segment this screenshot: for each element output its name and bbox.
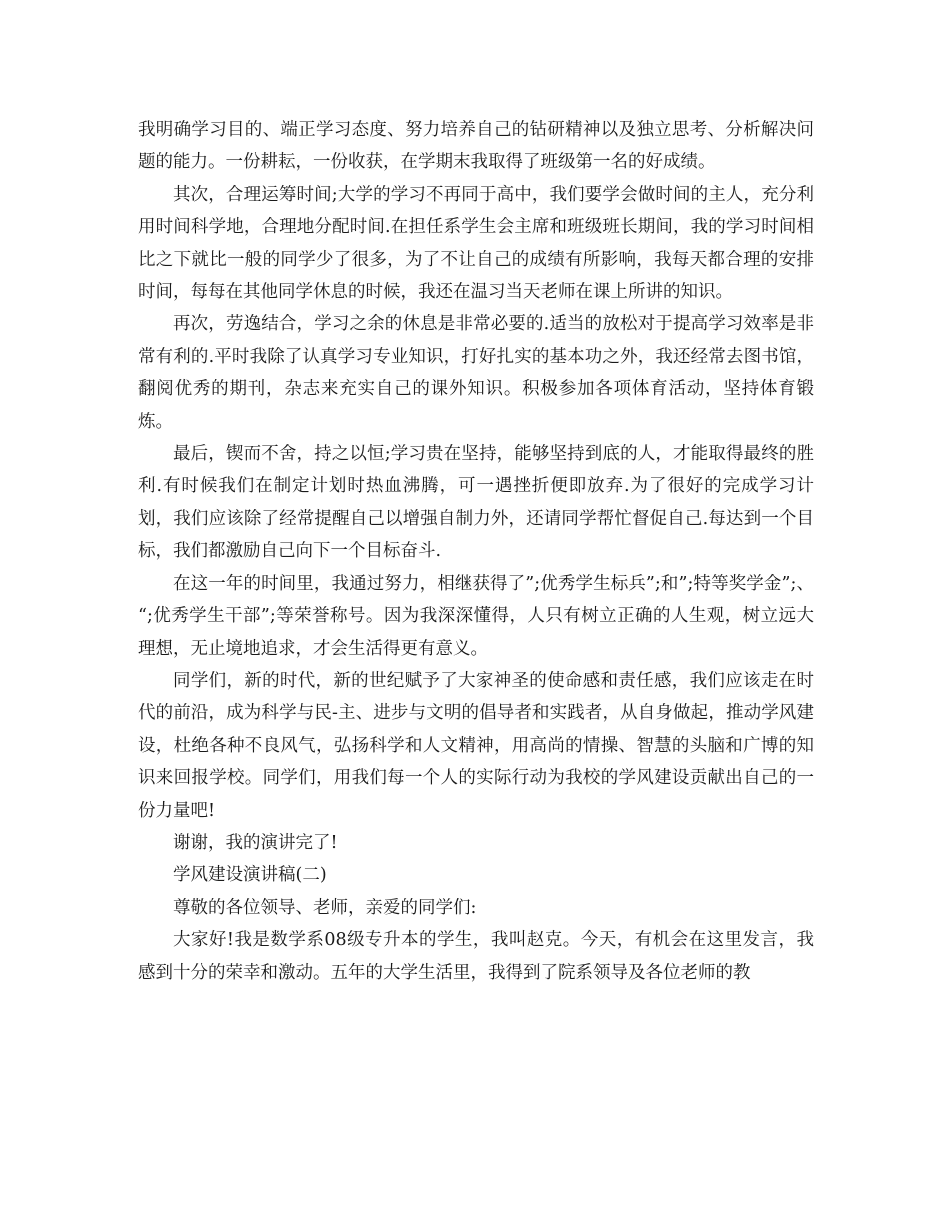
- paragraph-1: 我明确学习目的、端正学习态度、努力培养自己的钻研精神以及独立思考、分析解决问题的能力。一份耕耘，一份收获，在学期末我取得了班级第一名的好成绩。: [138, 120, 814, 173]
- paragraph-6: 同学们，新的时代，新的世纪赋予了大家神圣的使命感和责任感，我们应该走在时代的前沿，成为科学与民-主、进步与文明的倡导者和实践者，从自身做起，推动学风建设，杜绝各种不良风气，弘扬科学和人文精神，用高尚的情操、智慧的头脑和广博的知识来回报学校。同学们，用我们每一个人的实际行动为我校的学风建设贡献出自己的一份力量吧!: [138, 670, 814, 821]
- salutation: 尊敬的各位领导、老师，亲爱的同学们:: [173, 897, 477, 918]
- paragraph-5: 在这一年的时间里，我通过努力，相继获得了”;优秀学生标兵”;和”;特等奖学金”;、 “;优秀学生干部”;等荣誉称号。因为我深深懂得，人只有树立正确的人生观，树立远大理想，无止境地追求，才会生活得更有意义。: [138, 573, 814, 659]
- document-body: [138, 114, 814, 989]
- paragraph-4: 最后，锲而不舍，持之以恒;学习贵在坚持，能够坚持到底的人，才能取得最终的胜利.有时候我们在制定计划时热血沸腾，可一遇挫折便即放弃.为了很好的完成学习计划，我们应该除了经常提醒自己以增强自制力外，还请同学帮忙督促自己.每达到一个目标，我们都激励自己向下一个目标奋斗.: [138, 444, 814, 562]
- paragraph-7: 谢谢，我的演讲完了!: [173, 832, 338, 853]
- paragraph-10: 大家好!我是数学系08级专升本的学生，我叫赵克。今天，有机会在这里发言，我感到十分的荣幸和激动。五年的大学生活里，我得到了院系领导及各位老师的教: [138, 930, 814, 983]
- paragraph-2: 其次，合理运筹时间;大学的学习不再同于高中，我们要学会做时间的主人，充分利用时间科学地，合理地分配时间.在担任系学生会主席和班级班长期间，我的学习时间相比之下就比一般的同学少了很多，为了不让自己的成绩有所影响，我每天都合理的安排时间，每每在其他同学休息的时候，我还在温习当天老师在课上所讲的知识。: [138, 184, 814, 303]
- paragraph-3: 再次，劳逸结合，学习之余的休息是非常必要的.适当的放松对于提高学习效率是非常有利的.平时我除了认真学习专业知识，打好扎实的基本功之外，我还经常去图书馆，翻阅优秀的期刊，杂志来充实自己的课外知识。积极参加各项体育活动，坚持体育锻炼。: [138, 314, 814, 432]
- section-heading: 学风建设演讲稿(二): [173, 865, 327, 886]
